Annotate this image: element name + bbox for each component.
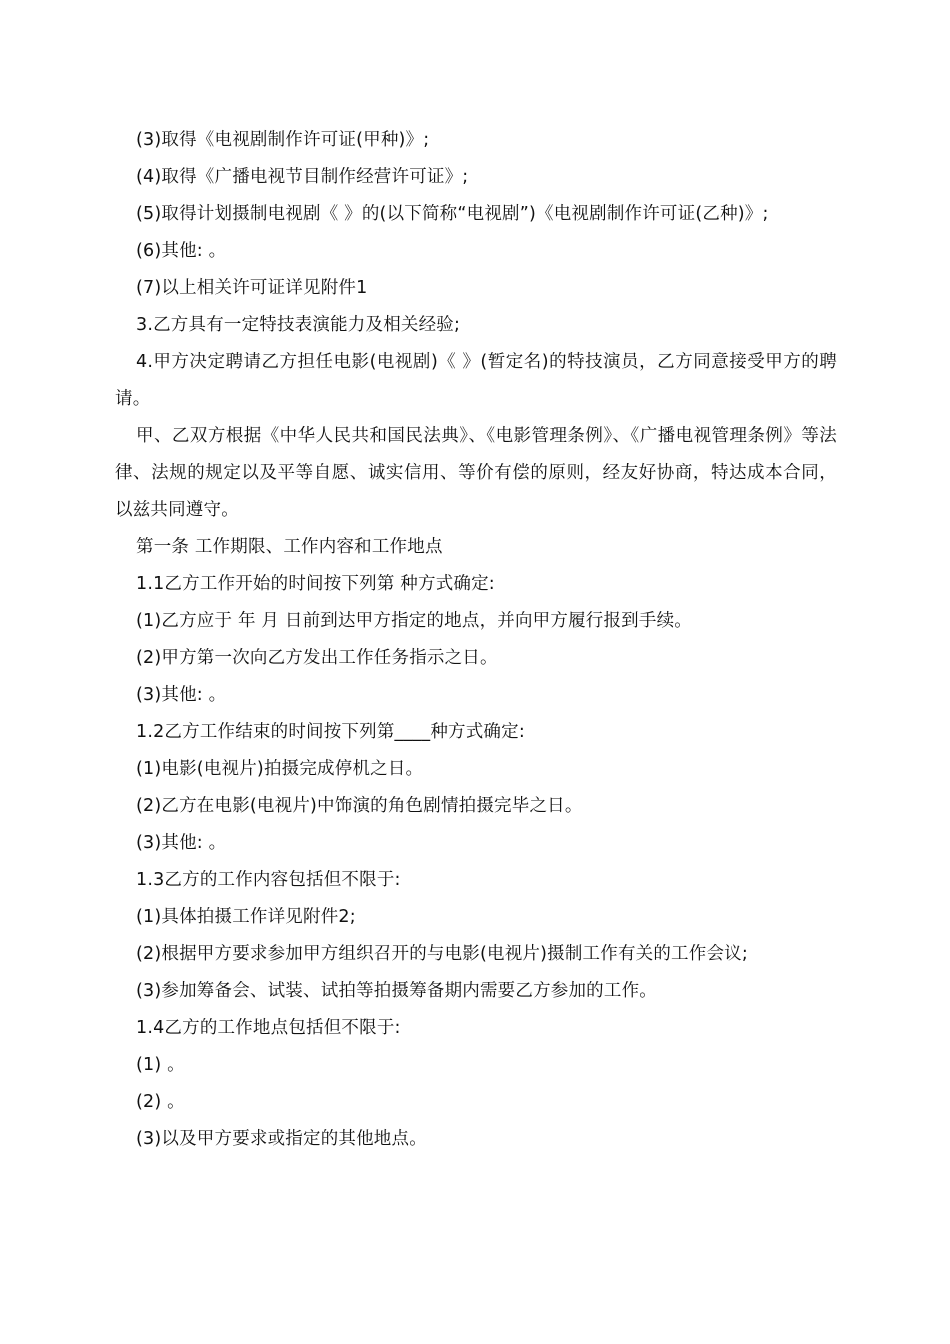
paragraph: (1) 。 [136, 1055, 185, 1075]
paragraph: (2) 。 [136, 1092, 185, 1112]
section-heading: 第一条 工作期限、工作内容和工作地点 [136, 537, 443, 557]
paragraph: 4.甲方决定聘请乙方担任电影(电视剧)《 》(暂定名)的特技演员，乙方同意接受甲方的聘请。 [115, 352, 837, 409]
paragraph: 1.1乙方工作开始的时间按下列第 种方式确定: [136, 574, 495, 594]
paragraph: 甲、乙双方根据《中华人民共和国民法典》、《电影管理条例》、《广播电视管理条例》等法律、法规的规定以及平等自愿、诚实信用、等价有偿的原则，经友好协商，特达成本合同，以兹共同遵守。 [115, 426, 837, 520]
document-body [115, 122, 837, 1158]
paragraph: (2)甲方第一次向乙方发出工作任务指示之日。 [136, 648, 498, 668]
paragraph: (3)取得《电视剧制作许可证(甲种)》; [136, 130, 430, 150]
paragraph: (2)根据甲方要求参加甲方组织召开的与电影(电视片)摄制工作有关的工作会议; [136, 944, 748, 964]
paragraph: (5)取得计划摄制电视剧《 》的(以下简称“电视剧”)《电视剧制作许可证(乙种)》; [136, 204, 769, 224]
paragraph: (1)电影(电视片)拍摄完成停机之日。 [136, 759, 424, 779]
paragraph: (3)参加筹备会、试装、试拍等拍摄筹备期内需要乙方参加的工作。 [136, 981, 657, 1001]
paragraph: (7)以上相关许可证详见附件1 [136, 278, 368, 298]
paragraph: (1)乙方应于 年 月 日前到达甲方指定的地点，并向甲方履行报到手续。 [136, 611, 692, 631]
paragraph: (6)其他: 。 [136, 241, 227, 261]
paragraph: (4)取得《广播电视节目制作经营许可证》; [136, 167, 469, 187]
paragraph: 1.4乙方的工作地点包括但不限于: [136, 1018, 401, 1038]
paragraph: (3)其他: 。 [136, 833, 227, 853]
paragraph: (3)其他: 。 [136, 685, 227, 705]
paragraph: (3)以及甲方要求或指定的其他地点。 [136, 1129, 427, 1149]
paragraph: 3.乙方具有一定特技表演能力及相关经验; [136, 315, 461, 335]
paragraph: (2)乙方在电影(电视片)中饰演的角色剧情拍摄完毕之日。 [136, 796, 583, 816]
paragraph: (1)具体拍摄工作详见附件2; [136, 907, 356, 927]
paragraph: 1.2乙方工作结束的时间按下列第____种方式确定: [136, 722, 525, 742]
paragraph: 1.3乙方的工作内容包括但不限于: [136, 870, 401, 890]
